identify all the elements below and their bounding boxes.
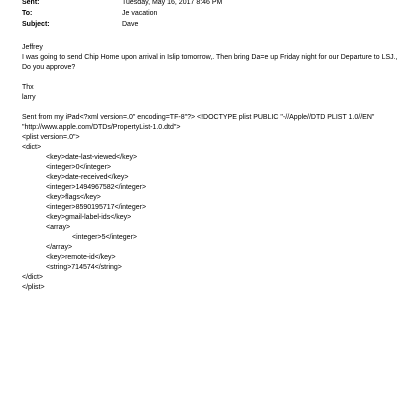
signature: larry <box>22 94 36 101</box>
plist-close: </plist> <box>22 284 45 291</box>
key-gmail-label-ids: <key>gmail-label-ids</key> <box>46 214 132 221</box>
to-value: Je vacation <box>122 10 158 17</box>
subject-row <box>22 19 382 30</box>
key-date-received: <key>date-received</key> <box>46 174 129 181</box>
plist-open: <plist version=.0"> <box>22 134 80 141</box>
dict-close: </dict> <box>22 274 44 281</box>
message-line-1: I was going to send Chip Home upon arrival in Islip tomorrow,. Then bring Da=e up Friday night for our Departure to LSJ., <box>22 54 398 61</box>
sent-label: Sent: <box>22 0 40 6</box>
thanks-text: Thx <box>22 84 34 91</box>
to-row <box>22 8 382 19</box>
sent-value: Tuesday, May 16, 2017 8:46 PM <box>122 0 223 6</box>
integer-label: <integer>5</integer> <box>72 234 137 241</box>
integer-zero: <integer>0</integer> <box>46 164 111 171</box>
subject-label: Subject: <box>22 21 50 28</box>
message-line-2: Do you approve? <box>22 64 76 71</box>
sent-row <box>22 0 382 8</box>
key-remote-id: <key>remote-id</key> <box>46 254 116 261</box>
integer-flags: <integer>8590195717</integer> <box>46 204 147 211</box>
email-header <box>22 0 382 30</box>
greeting: Jeffrey <box>22 44 43 51</box>
to-label: To: <box>22 10 33 17</box>
sent-from-line-2: "http://www.apple.com/DTDs/PropertyList-1.0.dtd"> <box>22 124 181 131</box>
email-body <box>22 43 398 293</box>
array-close: </array> <box>46 244 73 251</box>
sent-from-line-1: Sent from my iPad<?xml version=.0" encoding=TF-8"?> <!DOCTYPE plist PUBLIC "-//Apple//DTD PLIST 1.0//EN" <box>22 114 375 121</box>
key-date-last-viewed: <key>date-last-viewed</key> <box>46 154 138 161</box>
string-remote-id: <string>714574</string> <box>46 264 122 271</box>
array-open: <array> <box>46 224 71 231</box>
dict-open: <dict> <box>22 144 42 151</box>
integer-date-received: <integer>1494967582</integer> <box>46 184 147 191</box>
subject-value: Dave <box>122 21 139 28</box>
key-flags: <key>flags</key> <box>46 194 101 201</box>
